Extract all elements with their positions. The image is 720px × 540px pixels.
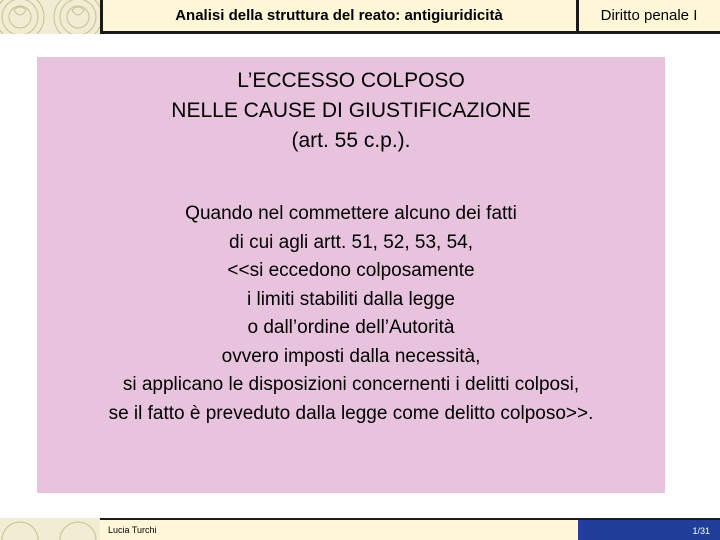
- text-line: Quando nel commettere alcuno dei fatti: [185, 203, 517, 224]
- text-line: o dall’ordine dell’Autorità: [247, 317, 455, 338]
- slide-footer: [0, 518, 720, 540]
- text-line: di cui agli artt. 51, 52, 53, 54,: [229, 231, 473, 253]
- heading-line: NELLE CAUSE DI GIUSTIFICAZIONE: [171, 99, 531, 122]
- course-name: Diritto penale I: [600, 7, 698, 24]
- footer-author-box: [100, 520, 578, 540]
- heading-line: (art. 55 c.p.).: [291, 129, 411, 152]
- article-text: [37, 200, 665, 428]
- page-number-box: [578, 520, 720, 540]
- slide-title: Analisi della struttura del reato: antigiuridicità: [175, 7, 503, 24]
- text-line: si applicano le disposizioni concernenti i delitti colposi,: [122, 374, 580, 395]
- author-name: Lucia Turchi: [108, 525, 157, 535]
- heading-line: L’ECCESSO COLPOSO: [237, 69, 465, 92]
- page-number: 1/31: [692, 526, 710, 536]
- university-seal-logo: [0, 0, 100, 34]
- course-box: [578, 0, 720, 31]
- header-divider-left: [100, 0, 103, 31]
- slide-heading: [37, 66, 665, 156]
- slide-header: [0, 0, 720, 34]
- footer-seal-logo: [0, 518, 100, 540]
- text-line: <<si eccedono colposamente: [227, 260, 475, 281]
- text-line: i limiti stabiliti dalla legge: [246, 288, 456, 310]
- header-underline: [100, 31, 720, 34]
- header-divider-right: [576, 0, 579, 31]
- slide-title-box: [100, 0, 578, 31]
- text-line: se il fatto è preveduto dalla legge come delitto colposo>>.: [108, 402, 594, 424]
- text-line: ovvero imposti dalla necessità,: [221, 345, 481, 367]
